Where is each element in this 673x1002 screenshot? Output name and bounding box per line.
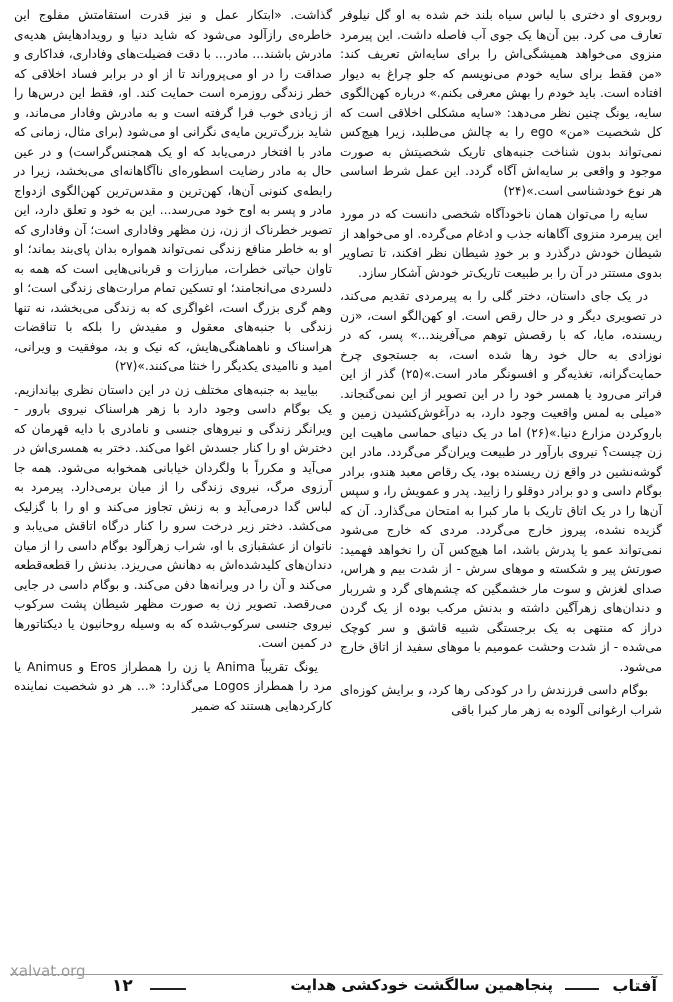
series-title: پنجاهمین سالگشت خودکشی هدایت	[290, 976, 553, 994]
paragraph: گذاشت. «ابتکار عمل و نیز قدرت استقامتش مفلوج این خاطره‌ی رازآلود می‌شود که شاید دنیا و رویدادهایش هدیه‌ی مادرش باشند... مادر... با دقت فضیلت‌های وفاداری، فداکاری و صداقت را در او می‌پروراند تا از او در برابر فساد اخلاقی که خطر زندگی روزمره است حمایت کند. او، فقط این درس‌ها را از زیادی خوب فرا گرفته است و به مادرش وفادار می‌ماند، و شاید بزرگ‌ترین مایه‌ی نگرانی او می‌شود (برای مثال، زمانی که مادر با افتخار درمی‌یابد که او یک همجنس‌گراست) و در عین حال به مادر رضایت اسطوره‌ای ناآگاهانه‌ای می‌بخشد، زیرا در رابطه‌ی کنونی آن‌ها، کهن‌ترین و مقدس‌ترین کهن‌الگوی ازدواج مادر و پسر به اوج خود می‌رسد... این به خود و تعلق دارد، این تصویر خطرناک از زن، زن مظهر وفاداری است؛ آن وفاداری که او به خاطر منافع زندگی نمی‌تواند همواره بدان پای‌بند بماند؛ او تاوان حیاتی خطرات، مبارزات و قربانی‌هایی است که همه به دلسردی می‌انجامند؛ او تسکین تمام مرارت‌های زندگی است؛ او وهم گری بزرگ است، اغواگری که به زندگی می‌بخشد، نه تنها زندگی با جنبه‌های معقول و مفیدش را بلکه با تناقضات هراسناک و ناهماهنگی‌هایش، که نیک و بد، موفقیت و ویرانی، امید و ناامیدی یکدیگر را خنثا می‌کنند.»(۲۷)	[14, 8, 332, 373]
paragraph: بوگام داسی فرزندش را در کودکی رها کرد، و برایش کوزه‌ای شراب ارغوانی آلوده به زهر مار کبرا باقی	[340, 683, 662, 717]
watermark: xalvat.org	[10, 962, 86, 980]
paragraph: یونگ تقریباً Anima یا زن را همطراز Eros و Animus یا مرد را همطراز Logos می‌گذارد: «... هر دو شخصیت نماینده کارکردهایی هستند که ضمیر	[14, 659, 332, 713]
journal-title: آفتاب	[612, 976, 657, 995]
page-number: ۱۲	[112, 976, 133, 996]
footer-divider	[565, 988, 599, 990]
paragraph: سایه را می‌توان همان ناخودآگاه شخصی دانست که در مورد این پیرمرد منزوی آگاهانه جذب و ادغام می‌گرده. او می‌خواهد از شیطان خودش درگذرد و بر خودِ شیطان نظر افکند، تا تصاویر بدوی مستتر در آن را بر طبیعت تاریک‌تر خودش آشکار سازد.	[340, 207, 662, 280]
page-footer	[0, 976, 673, 1000]
paragraph: در یک جای داستان، دختر گلی را به پیرمردی تقدیم می‌کند، در تصویری دیگر و در حال رقص است. او کهن‌الگو است، «زن ریسنده، مایا، که با رقصش توهم می‌آفریند...» پسر، که در نوزادی به حال خود رها شده است، به جستجوی چرخ حمایت‌گرانه، تغذیه‌گر و افسونگر مادر است.»(۲۵) گذر از این فراتر می‌رود یا همسر خود را در این تصویر از این نمی‌گنجاند. «میلی به لمس واقعیت وجود دارد، به درآغوش‌کشیدن زمین و باروکردن مزارع دنیا.»(۲۶) اما در یک دنیای حماسی ماهیت این زن چیست؟ نیروی بارآور در طبیعت ویران‌گر می‌گردد. مادر این گوشه‌نشین در واقع زن ریسنده بود، یک رقاص معبد هندو، برادر بوگام داسی و دو برادر دوقلو را زایید. پدر و عمویش را، و سپس آن‌ها را در یک اتاق تاریک با مار کبرا به امتحان می‌گذارد. آن که گزیده نشده، پیروز خارج می‌گردد. مردی که خارج می‌شود نمی‌تواند عمو یا پدرش باشد، اما هیچ‌کس آن را نخواهد فهمید: صورتش پیر و شکسته و موهای سرش - از شدت بیم و هراس، صدای لغزش و سوت مار خشمگین که چشم‌های گرد و شرربار و دندان‌های زهرآگین داشته و بدنش مرکب بوده از یک گردن دراز که منتهی به یک برجستگی شبیه قاشق و سر کوچک می‌شده - از شدت وحشت عمومیم با موهای سفید از اتاق خارج می‌شود.	[340, 289, 662, 674]
footer-rule	[10, 974, 663, 975]
paragraph: بیایید به جنبه‌های مختلف زن در این داستان نظری بیاندازیم. یک بوگام داسی وجود دارد با زهر هراسناک نیروی بارور - ویرانگر زندگی و نیروهای جنسی و نامادری با دایه قهرمان که دخترش او را کنار جسدش اغوا می‌کند. دختر به همسری‌اش در می‌آید و مکرراً با ولگردان خیابانی همخوابه می‌شود. همه جا آرزوی مرگ، نیروی زندگی را از میان برمی‌دارد. پیرمرد به لباس گدا درمی‌آید و به زنش تجاوز می‌کند و او را با گزلیک می‌کشد. دختر زیر درخت سرو را کنار درگاه اتاقش می‌یابد و ناتوان از عشقبازی با او، شراب زهرآلود بوگام داسی را از میان دندان‌های کلیدشده‌اش به دهانش می‌ریزد. بدنش را قطعه‌قطعه می‌کند و آن را در ویرانه‌ها دفن می‌کند. و بوگام داسی در جایی می‌رقصد. تصویر زن به صورت مظهر شیطان پشت سرکوب نیروی جنسی سرکوب‌شده که به وسیله روحانیون یا دیکتاتورها در کمین است.	[14, 382, 332, 650]
footer-divider	[150, 988, 186, 990]
paragraph: روبروی او دختری با لباس سیاه بلند خم شده به او گل نیلوفر تعارف می کرد. بین آن‌ها یک جوی آب فاصله داشت. این پیرمرد منزوی می‌خواهد همیشگی‌اش را برای سایه‌اش تعریف کند: «من فقط برای سایه خودم می‌نویسم که جلو چراغ به دیوار افتاده است. باید خودم را بهش معرفی بکنم.» درباره کهن‌الگوی سایه، یونگ چنین نظر می‌دهد: «سایه مشکلی اخلاقی است که کل شخصیت «من» ego را به چالش می‌طلبد، زیرا هیچ‌کس نمی‌تواند بدون شناخت جنبه‌های تاریک شخصیتش به صورت موجود و واقعی بر سایه‌اش آگاه گردد. این عمل شرط اساسی هر نوع خودشناسی است.»(۲۴)	[340, 8, 662, 198]
right-column	[340, 6, 662, 724]
left-column	[14, 6, 332, 720]
